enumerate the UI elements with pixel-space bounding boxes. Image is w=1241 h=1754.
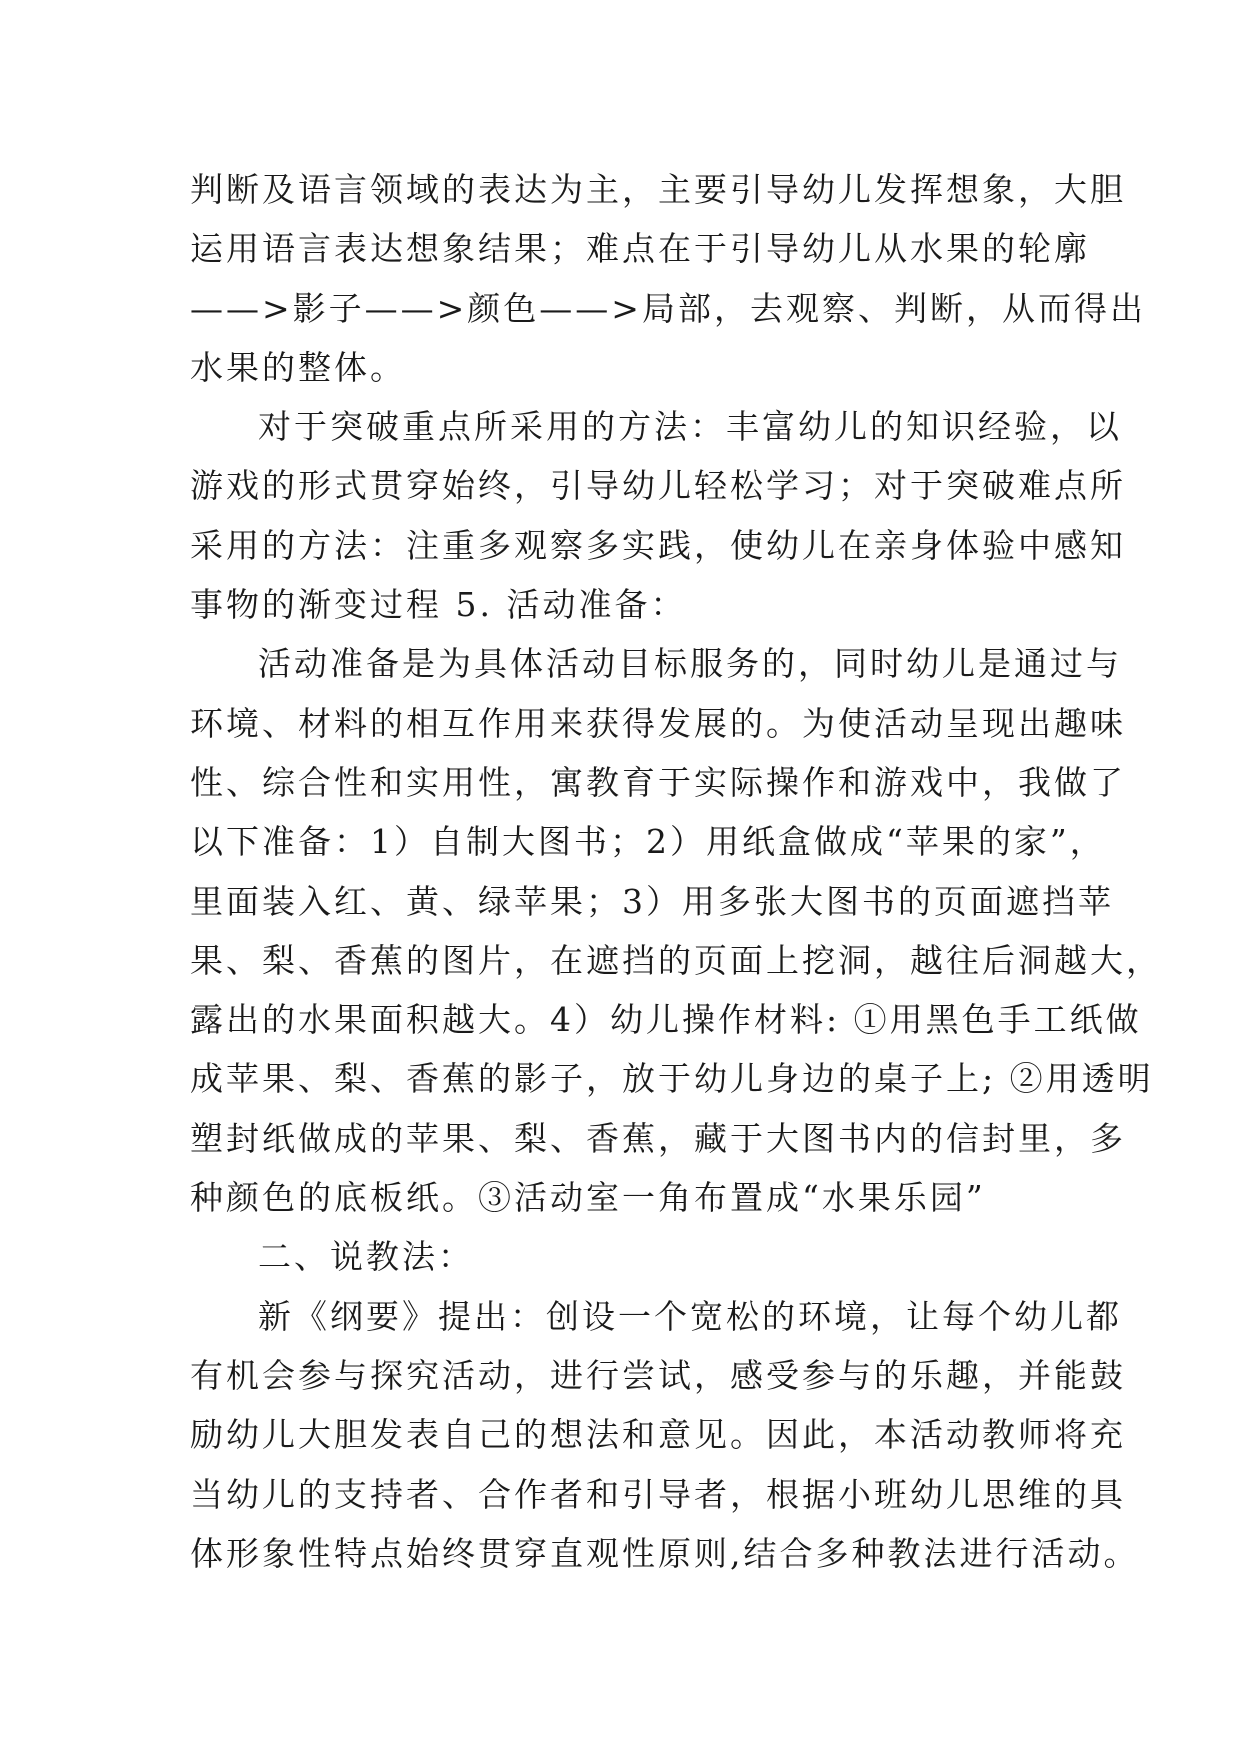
text-line: 成苹果、梨、香蕉的影子，放于幼儿身边的桌子上; ②用透明: [190, 1059, 1154, 1099]
text-line: 有机会参与探究活动，进行尝试，感受参与的乐趣，并能鼓: [190, 1355, 1126, 1395]
text-line: 性、综合性和实用性，寓教育于实际操作和游戏中，我做了: [190, 762, 1126, 802]
body-text: [190, 160, 1162, 1583]
text-line: 对于突破重点所采用的方法：丰富幼儿的知识经验，以: [258, 407, 1122, 447]
text-line: 里面装入红、黄、绿苹果；3）用多张大图书的页面遮挡苹: [190, 881, 1114, 921]
text-line: 新《纲要》提出：创设一个宽松的环境，让每个幼儿都: [258, 1296, 1122, 1336]
text-line: 塑封纸做成的苹果、梨、香蕉，藏于大图书内的信封里，多: [190, 1118, 1126, 1158]
text-line: 活动准备是为具体活动目标服务的，同时幼儿是通过与: [258, 644, 1122, 684]
text-line: 游戏的形式贯穿始终，引导幼儿轻松学习；对于突破难点所: [190, 466, 1126, 506]
text-line: 当幼儿的支持者、合作者和引导者，根据小班幼儿思维的具: [190, 1474, 1126, 1514]
text-line: 励幼儿大胆发表自己的想法和意见。因此，本活动教师将充: [190, 1415, 1126, 1455]
text-line: 体形象性特点始终贯穿直观性原则,结合多种教法进行活动。: [190, 1533, 1140, 1573]
text-line: 运用语言表达想象结果；难点在于引导幼儿从水果的轮廓: [190, 229, 1090, 269]
text-line: 采用的方法：注重多观察多实践，使幼儿在亲身体验中感知: [190, 525, 1126, 565]
text-line: 二、说教法：: [258, 1237, 474, 1277]
text-line: 果、梨、香蕉的图片，在遮挡的页面上挖洞，越往后洞越大，: [190, 940, 1162, 980]
text-line: 种颜色的底板纸。③活动室一角布置成“水果乐园”: [190, 1178, 986, 1218]
text-line: 判断及语言领域的表达为主，主要引导幼儿发挥想象，大胆: [190, 170, 1126, 209]
text-line: ——>影子——>颜色——>局部，去观察、判断，从而得出: [190, 288, 1146, 328]
text-line: 露出的水果面积越大。4）幼儿操作材料: ①用黑色手工纸做: [190, 1000, 1142, 1040]
text-line: 环境、材料的相互作用来获得发展的。为使活动呈现出趣味: [190, 703, 1126, 743]
text-line: 以下准备：1）自制大图书；2）用纸盒做成“苹果的家”，: [190, 822, 1106, 862]
text-line: 事物的渐变过程 5. 活动准备：: [190, 585, 687, 625]
text-line: 水果的整体。: [190, 347, 406, 387]
